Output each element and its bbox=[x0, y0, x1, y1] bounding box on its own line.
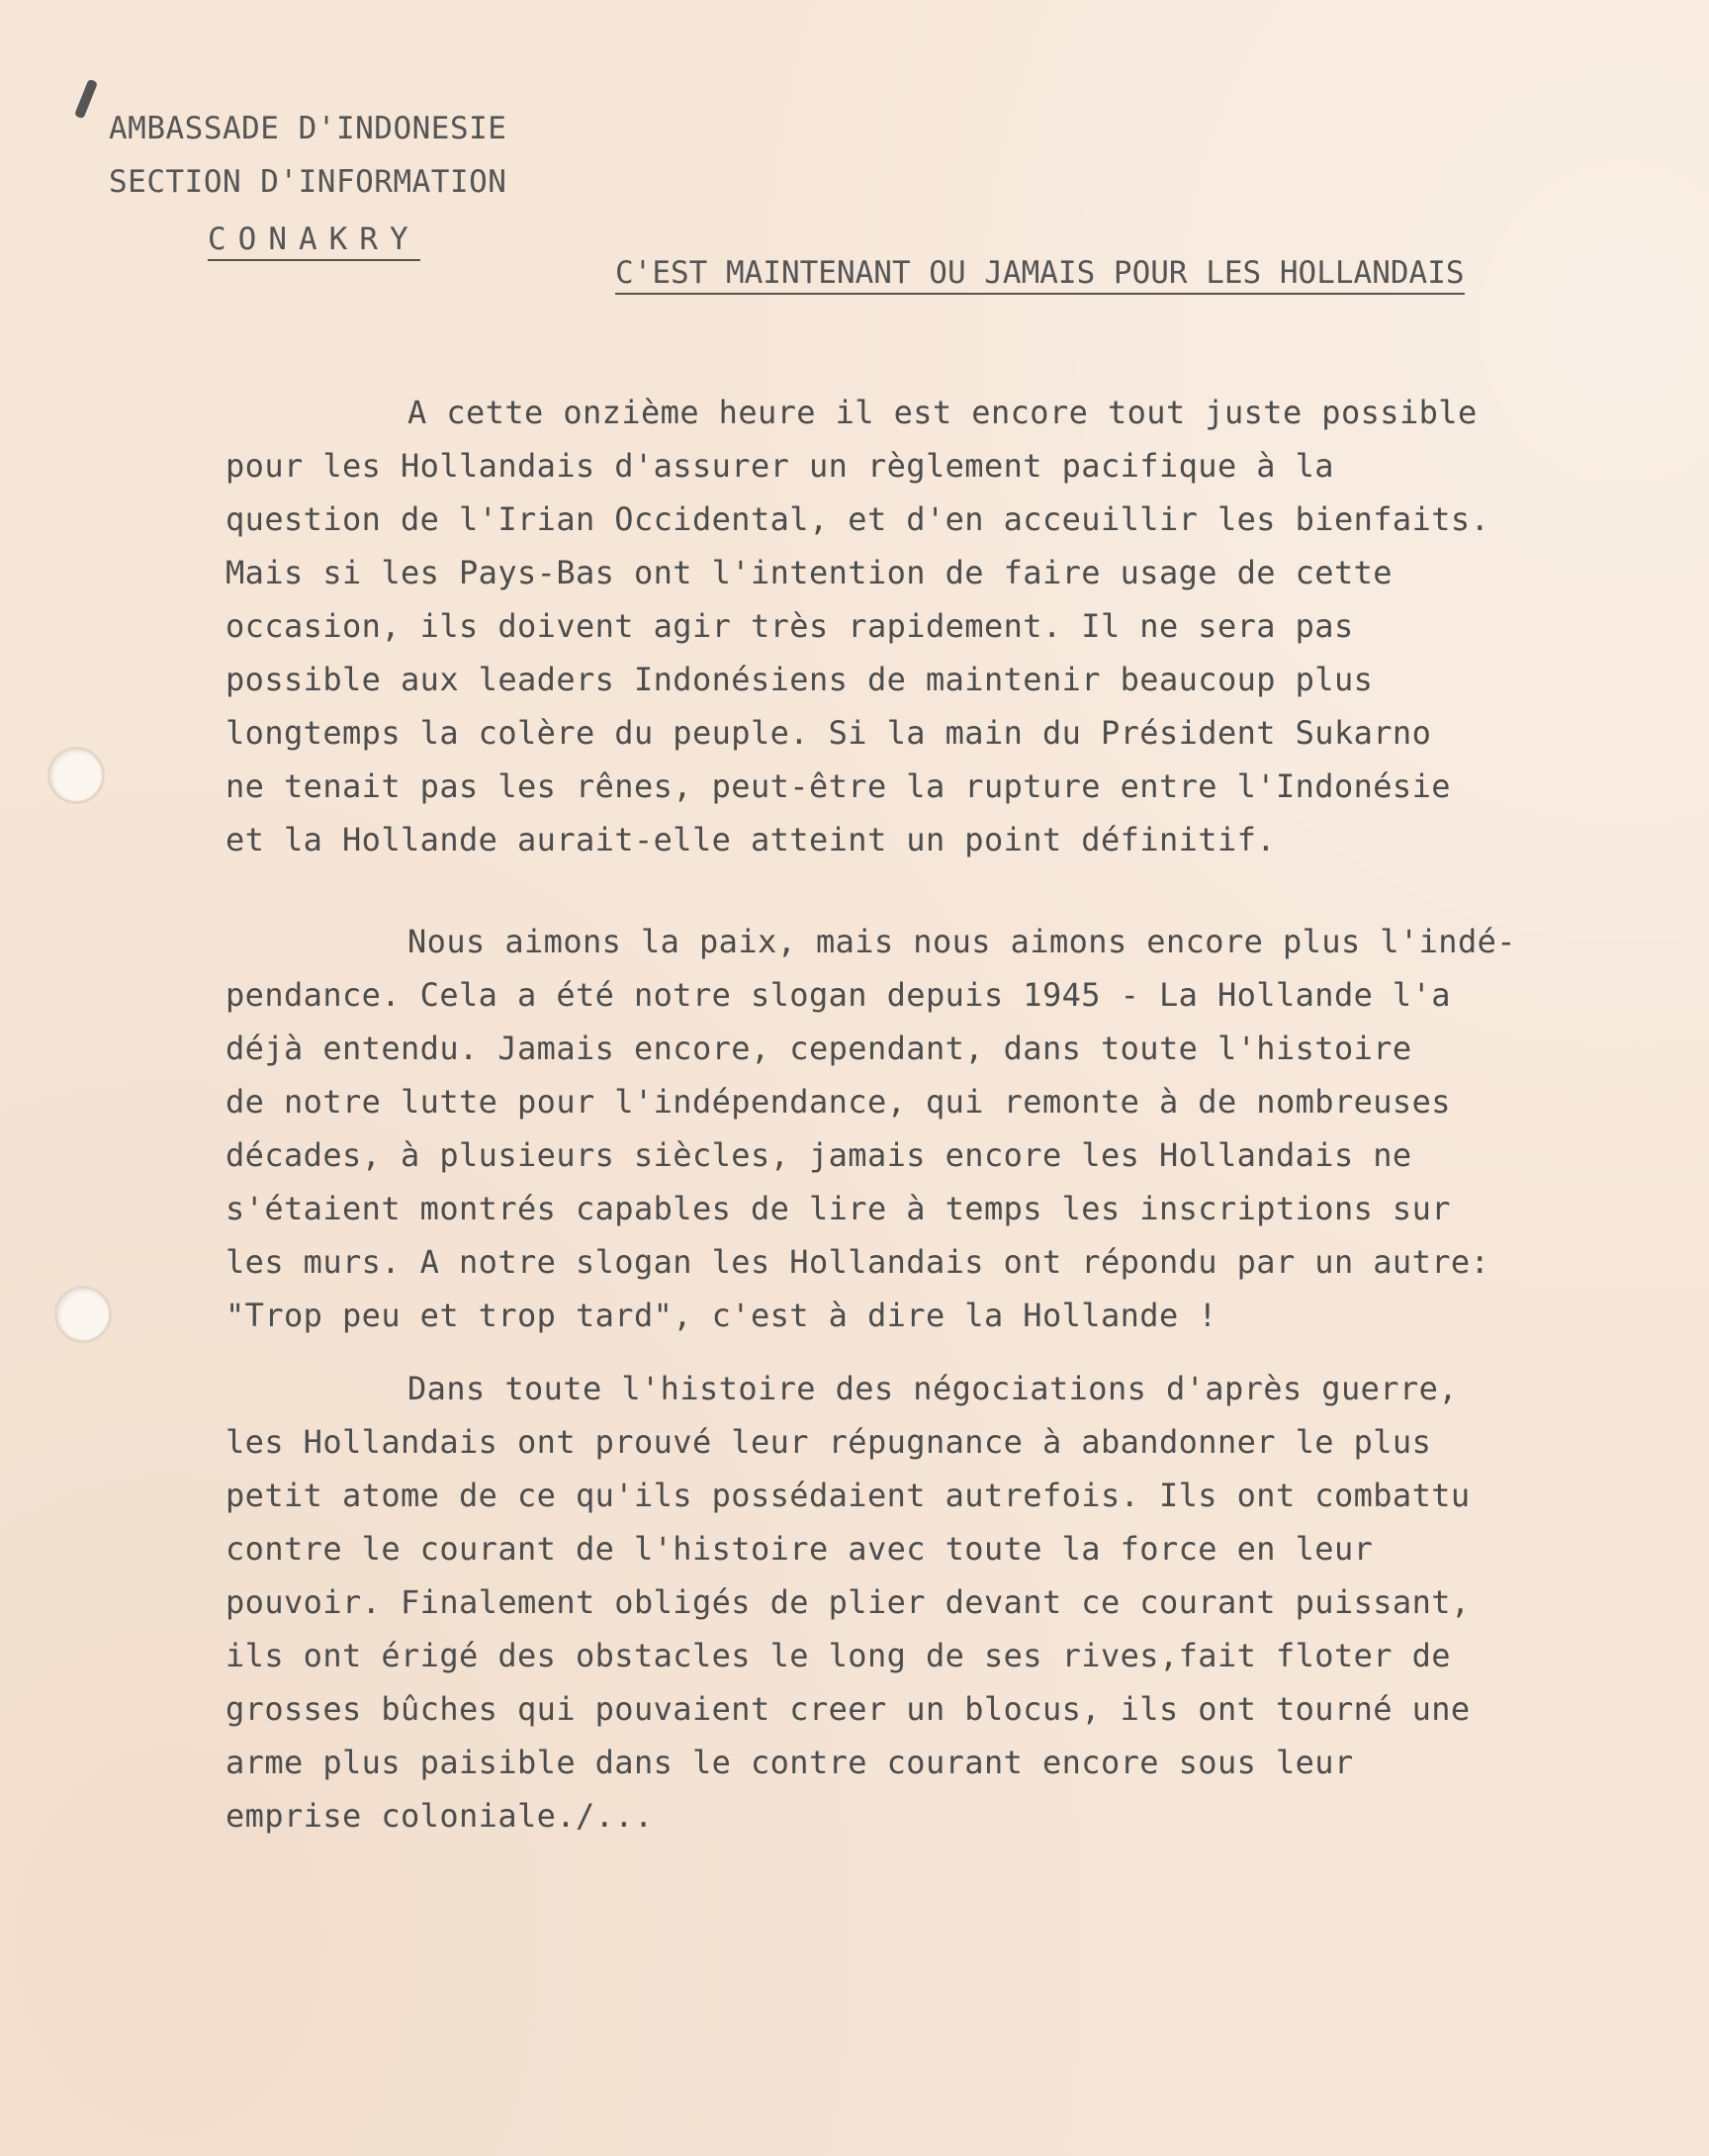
text-line: occasion, ils doivent agir très rapidement. Il ne sera pas bbox=[225, 607, 1354, 645]
text-line: question de l'Irian Occidental, et d'en acceuillir les bienfaits. bbox=[225, 500, 1490, 538]
text-line: s'étaient montrés capables de lire à temps les inscriptions sur bbox=[225, 1190, 1451, 1227]
text-line: ne tenait pas les rênes, peut-être la rupture entre l'Indonésie bbox=[225, 767, 1451, 805]
text-line: décades, à plusieurs siècles, jamais encore les Hollandais ne bbox=[225, 1136, 1412, 1174]
punch-hole bbox=[54, 1286, 112, 1343]
text-line: pouvoir. Finalement obligés de plier devant ce courant puissant, bbox=[225, 1583, 1471, 1621]
text-line: les Hollandais ont prouvé leur répugnance à abandonner le plus bbox=[225, 1423, 1432, 1461]
text-line: "Trop peu et trop tard", c'est à dire la Hollande ! bbox=[225, 1297, 1217, 1334]
city-name: CONAKRY bbox=[208, 222, 420, 261]
text-line: Dans toute l'histoire des négociations d'après guerre, bbox=[407, 1370, 1458, 1407]
ink-mark bbox=[74, 79, 98, 120]
text-line: pour les Hollandais d'assurer un règlement pacifique à la bbox=[225, 447, 1334, 485]
text-line: arme plus paisible dans le contre courant encore sous leur bbox=[225, 1744, 1354, 1781]
paragraph-3 bbox=[225, 1362, 1571, 1842]
text-line: Nous aimons la paix, mais nous aimons encore plus l'indé- bbox=[407, 923, 1516, 960]
text-line: ils ont érigé des obstacles le long de ses rives,fait floter de bbox=[225, 1637, 1451, 1674]
embassy-name: AMBASSADE D'INDONESIE bbox=[109, 111, 507, 146]
text-line: Mais si les Pays-Bas ont l'intention de faire usage de cette bbox=[225, 554, 1393, 591]
text-line: grosses bûches qui pouvaient creer un blocus, ils ont tourné une bbox=[225, 1690, 1471, 1728]
text-line: emprise coloniale./... bbox=[225, 1797, 654, 1835]
text-line: contre le courant de l'histoire avec toute la force en leur bbox=[225, 1530, 1374, 1568]
punch-hole bbox=[47, 747, 105, 804]
text-line: de notre lutte pour l'indépendance, qui remonte à de nombreuses bbox=[225, 1083, 1451, 1121]
text-line: possible aux leaders Indonésiens de maintenir beaucoup plus bbox=[225, 661, 1374, 698]
text-line: déjà entendu. Jamais encore, cependant, dans toute l'histoire bbox=[225, 1030, 1412, 1067]
text-line: A cette onzième heure il est encore tout juste possible bbox=[407, 394, 1478, 431]
paragraph-1 bbox=[225, 386, 1571, 866]
document-title: C'EST MAINTENANT OU JAMAIS POUR LES HOLLANDAIS bbox=[615, 255, 1465, 295]
section-name: SECTION D'INFORMATION bbox=[109, 164, 507, 200]
text-line: pendance. Cela a été notre slogan depuis 1945 - La Hollande l'a bbox=[225, 976, 1451, 1014]
text-line: longtemps la colère du peuple. Si la main du Président Sukarno bbox=[225, 714, 1432, 752]
paragraph-2 bbox=[225, 915, 1571, 1342]
text-line: les murs. A notre slogan les Hollandais ont répondu par un autre: bbox=[225, 1243, 1490, 1281]
text-line: petit atome de ce qu'ils possédaient autrefois. Ils ont combattu bbox=[225, 1477, 1471, 1514]
text-line: et la Hollande aurait-elle atteint un point définitif. bbox=[225, 821, 1276, 858]
